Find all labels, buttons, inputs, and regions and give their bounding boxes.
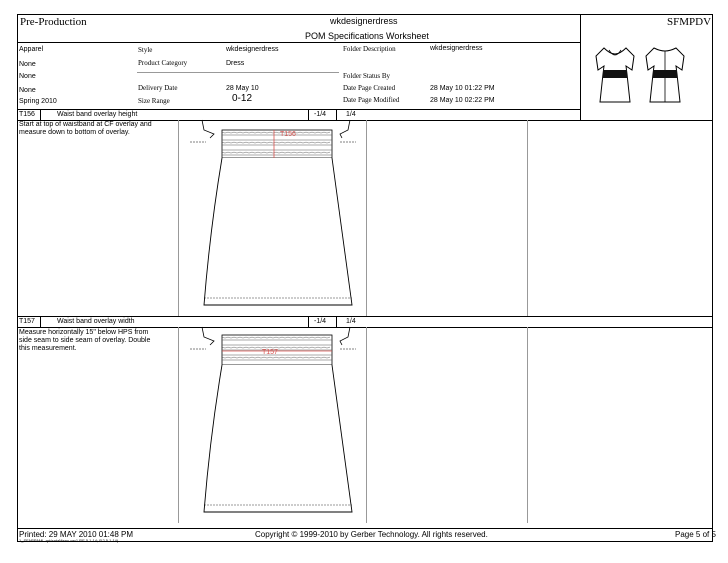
size-range-label: Size Range (138, 97, 170, 105)
folder-status-label: Folder Status By (343, 72, 391, 80)
pom-2-name: Waist band overlay width (57, 318, 135, 325)
product-category-value: Dress (226, 60, 245, 67)
pom-1-tol-divider-2 (336, 109, 337, 120)
company-name: wkdesignerdress (330, 16, 398, 26)
copyright: Copyright © 1999-2010 by Gerber Technology. All rights reserved. (255, 530, 488, 539)
product-category-label: Product Category (138, 59, 188, 67)
info-field-4: None (19, 87, 36, 94)
pom-1-tol-plus: 1/4 (346, 111, 356, 118)
worksheet-title: POM Specifications Worksheet (305, 31, 429, 41)
pom-1-code: T156 (19, 111, 35, 118)
delivery-date-value: 28 May 10 (226, 85, 259, 92)
pom-1-top-rule (17, 109, 580, 110)
info-field-2: None (19, 61, 36, 68)
printed-date: Printed: 29 MAY 2010 01:48 PM (19, 530, 133, 539)
pom-1-name: Waist band overlay height (57, 111, 138, 118)
pom-2-tol-plus: 1/4 (346, 318, 356, 325)
skirt-sketch-pom-2-icon (190, 327, 366, 522)
pom-1-tol-divider (308, 109, 309, 120)
dress-back-sketch-icon (640, 44, 690, 106)
info-field-3: None (19, 73, 36, 80)
pom-1-code-divider (40, 109, 41, 120)
info-season: Spring 2010 (19, 98, 57, 105)
pom-1-description: Start at top of waistband at CF overlay and measure down to bottom of overlay. (19, 121, 152, 136)
size-range-value: 0-12 (232, 93, 253, 104)
folder-description-label: Folder Description (343, 45, 396, 53)
pom-2-col-2 (366, 327, 367, 523)
pom-1-col-1 (178, 120, 179, 316)
stage-label: Pre-Production (20, 16, 87, 28)
pom-2-tol-divider-2 (336, 316, 337, 327)
pom-1-col-3 (527, 120, 528, 316)
sketch-divider (580, 14, 581, 120)
pom-2-col-3 (527, 327, 528, 523)
folder-description-value: wkdesignerdress (430, 45, 483, 52)
pom-2-col-1 (178, 327, 179, 523)
pom-1-col-2 (366, 120, 367, 316)
info-rule (137, 72, 339, 73)
pom-2-tol-divider (308, 316, 309, 327)
pom-2-tol-minus: -1/4 (314, 318, 327, 325)
pom-2-code: T157 (19, 318, 35, 325)
pom-2-description: Measure horizontally 15" below HPS from side seam to side seam of overlay. Double this measurement. (19, 329, 151, 352)
style-label: Style (138, 46, 153, 54)
skirt-sketch-pom-1-icon (190, 120, 366, 315)
pom-1-callout: T156 (280, 131, 296, 138)
page-number: Page 5 of 5 (675, 530, 716, 539)
pom-1-tol-minus: -1/4 (314, 111, 327, 118)
header-divider (17, 42, 580, 43)
report-reference: 1_SFARPAML.rpt/eataMenu.cer1.RE 5.1.14; P.2 5.1.14) (19, 538, 119, 543)
pom-2-top-rule (17, 316, 713, 317)
delivery-date-label: Delivery Date (138, 84, 178, 92)
info-brand: Apparel (19, 46, 44, 53)
dress-front-sketch-icon (590, 44, 640, 106)
pom-2-code-divider (40, 316, 41, 327)
date-created-value: 28 May 10 01:22 PM (430, 85, 495, 92)
date-created-label: Date Page Created (343, 84, 396, 92)
pom-2-callout: T157 (262, 349, 278, 356)
footer-rule (17, 528, 713, 529)
date-modified-value: 28 May 10 02:22 PM (430, 97, 495, 104)
date-modified-label: Date Page Modified (343, 96, 400, 104)
style-value: wkdesignerdress (226, 46, 279, 53)
doc-code: SFMPDV (667, 16, 712, 28)
